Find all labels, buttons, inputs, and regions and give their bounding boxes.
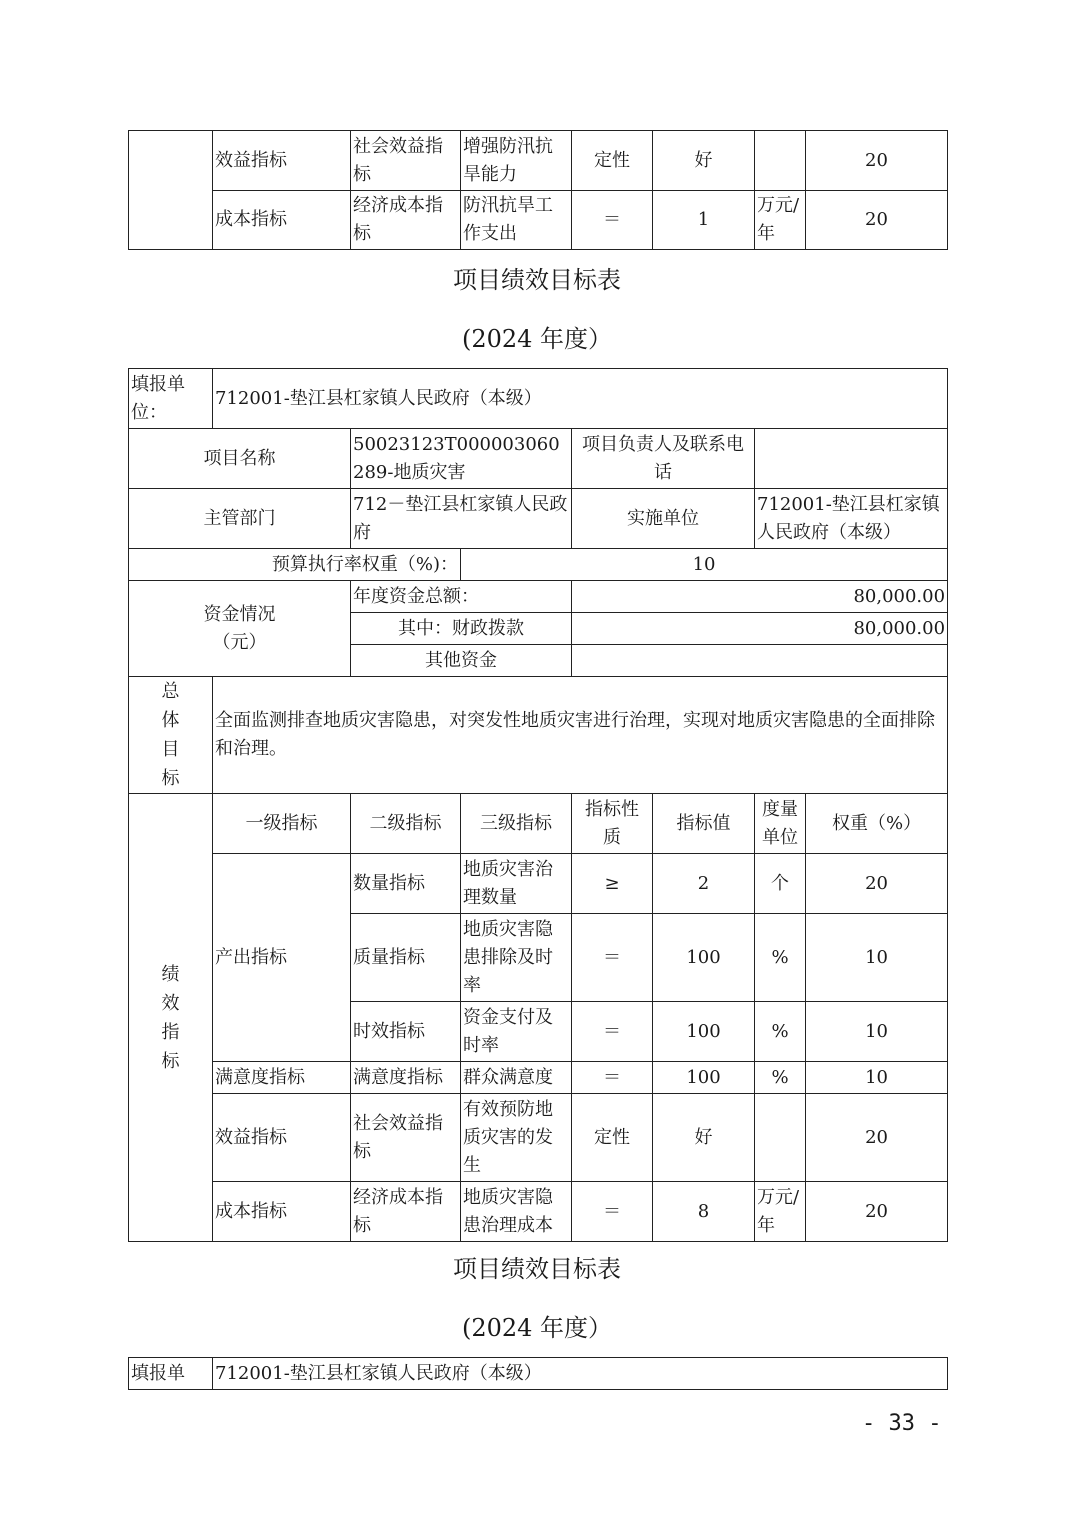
perf-label-char: 效	[161, 992, 180, 1014]
funds-other-value	[572, 645, 948, 677]
level1-cell: 成本指标	[213, 1182, 351, 1242]
budget-weight-value: 10	[461, 549, 948, 581]
funds-total-value: 80,000.00	[572, 581, 948, 613]
dept-label: 主管部门	[129, 489, 351, 549]
table-row	[129, 1182, 948, 1242]
table-row	[129, 131, 948, 191]
weight-cell: 10	[806, 1062, 948, 1094]
funds-total-label: 年度资金总额：	[351, 581, 572, 613]
value-cell: 好	[653, 131, 755, 191]
value-cell: 2	[653, 854, 755, 914]
unit-cell: 万元/年	[755, 191, 806, 250]
funds-other-label: 其他资金	[351, 645, 572, 677]
fill-unit-value: 712001-垫江县杠家镇人民政府（本级）	[213, 1358, 948, 1390]
nature-cell: ＝	[572, 914, 653, 1002]
level2-cell: 经济成本指标	[351, 191, 461, 250]
table-row	[129, 1358, 948, 1390]
level1-cell: 满意度指标	[213, 1062, 351, 1094]
funds-fiscal-label: 其中：财政拨款	[351, 613, 572, 645]
dept-value: 712－垫江县杠家镇人民政府	[351, 489, 572, 549]
level3-cell: 防汛抗旱工作支出	[461, 191, 572, 250]
header-level1: 一级指标	[213, 794, 351, 854]
nature-cell: ＝	[572, 1062, 653, 1094]
level2-cell: 经济成本指标	[351, 1182, 461, 1242]
nature-cell: ＝	[572, 1002, 653, 1062]
header-level2: 二级指标	[351, 794, 461, 854]
table-row	[129, 677, 948, 794]
goal-label-char: 标	[161, 768, 180, 789]
unit-cell: 万元/年	[755, 1182, 806, 1242]
level2-cell: 满意度指标	[351, 1062, 461, 1094]
weight-cell: 10	[806, 1002, 948, 1062]
level2-cell: 时效指标	[351, 1002, 461, 1062]
table-row	[129, 489, 948, 549]
section-year: (2024 年度）	[461, 325, 613, 353]
level3-cell: 地质灾害隐患排除及时率	[461, 914, 572, 1002]
blank-cell	[129, 131, 213, 250]
fill-unit-value: 712001-垫江县杠家镇人民政府（本级）	[213, 369, 948, 429]
value-cell: 8	[653, 1182, 755, 1242]
nature-cell: ＝	[572, 1182, 653, 1242]
level1-cell: 效益指标	[213, 131, 351, 191]
nature-cell: ＝	[572, 191, 653, 250]
table-row	[129, 1062, 948, 1094]
unit-cell: 个	[755, 854, 806, 914]
level3-cell: 地质灾害治理数量	[461, 854, 572, 914]
header-unit	[755, 794, 806, 854]
fill-unit-label: 填报单	[129, 1358, 213, 1390]
value-cell: 100	[653, 1062, 755, 1094]
value-cell: 1	[653, 191, 755, 250]
header-nature-text: 指标性质	[585, 798, 639, 848]
next-section-year: (2024 年度）	[461, 1314, 613, 1342]
table-row	[129, 191, 948, 250]
unit-cell: %	[755, 1062, 806, 1094]
goal-label-char: 总	[161, 681, 180, 702]
header-nature	[572, 794, 653, 854]
nature-cell: 定性	[572, 1094, 653, 1182]
table-row	[129, 369, 948, 429]
weight-cell: 20	[806, 1094, 948, 1182]
funds-label	[129, 581, 351, 677]
next-table	[128, 1357, 948, 1390]
contact-label: 项目负责人及联系电话	[572, 429, 755, 489]
level3-cell: 群众满意度	[461, 1062, 572, 1094]
unit-cell	[755, 1094, 806, 1182]
weight-cell: 20	[806, 854, 948, 914]
value-cell: 好	[653, 1094, 755, 1182]
level1-cell: 成本指标	[213, 191, 351, 250]
funds-fiscal-value: 80,000.00	[572, 613, 948, 645]
perf-label-char: 绩	[161, 963, 180, 985]
fill-unit-label: 填报单位：	[129, 369, 213, 429]
weight-cell: 20	[806, 1182, 948, 1242]
contact-value	[755, 429, 948, 489]
header-row	[129, 794, 948, 854]
header-weight: 权重（%）	[806, 794, 948, 854]
unit-cell: %	[755, 914, 806, 1002]
header-value: 指标值	[653, 794, 755, 854]
level2-cell: 质量指标	[351, 914, 461, 1002]
perf-label	[129, 794, 213, 1242]
weight-cell: 20	[806, 131, 948, 191]
level2-cell: 社会效益指标	[351, 131, 461, 191]
weight-cell: 20	[806, 191, 948, 250]
unit-cell	[755, 131, 806, 191]
nature-cell: 定性	[572, 131, 653, 191]
impl-value: 712001-垫江县杠家镇人民政府（本级）	[755, 489, 948, 549]
project-name-label: 项目名称	[129, 429, 351, 489]
value-cell: 100	[653, 914, 755, 1002]
level2-cell: 数量指标	[351, 854, 461, 914]
project-name-value: 50023123T000003060289-地质灾害	[351, 429, 572, 489]
header-unit-text: 度量单位	[762, 798, 798, 848]
perf-label-char: 标	[161, 1050, 180, 1072]
table-row	[129, 549, 948, 581]
perf-label-char: 指	[161, 1021, 180, 1043]
weight-cell: 10	[806, 914, 948, 1002]
funds-label-text: 资金情况（元）	[203, 603, 276, 653]
level3-cell: 资金支付及时率	[461, 1002, 572, 1062]
level3-cell: 地质灾害隐患治理成本	[461, 1182, 572, 1242]
continuation-table	[128, 130, 948, 250]
impl-label: 实施单位	[572, 489, 755, 549]
value-cell: 100	[653, 1002, 755, 1062]
section-title: 项目绩效目标表	[453, 266, 621, 294]
level3-cell: 增强防汛抗旱能力	[461, 131, 572, 191]
header-level3: 三级指标	[461, 794, 572, 854]
level3-cell: 有效预防地质灾害的发生	[461, 1094, 572, 1182]
goal-label-char: 体	[161, 710, 180, 731]
page-number: - 33 -	[862, 1411, 942, 1436]
goal-label	[129, 677, 213, 794]
level2-cell: 社会效益指标	[351, 1094, 461, 1182]
goal-label-char: 目	[161, 739, 180, 760]
unit-cell: %	[755, 1002, 806, 1062]
next-section-title: 项目绩效目标表	[453, 1255, 621, 1283]
table-row	[129, 1094, 948, 1182]
goal-text: 全面监测排查地质灾害隐患，对突发性地质灾害进行治理，实现对地质灾害隐患的全面排除和治理。	[213, 677, 948, 794]
table-row	[129, 429, 948, 489]
table-row	[129, 854, 948, 914]
table-row	[129, 581, 948, 613]
output-label: 产出指标	[213, 854, 351, 1062]
nature-cell: ≥	[572, 854, 653, 914]
level1-cell: 效益指标	[213, 1094, 351, 1182]
budget-weight-label: 预算执行率权重（%)：	[129, 549, 461, 581]
performance-table	[128, 368, 948, 1242]
